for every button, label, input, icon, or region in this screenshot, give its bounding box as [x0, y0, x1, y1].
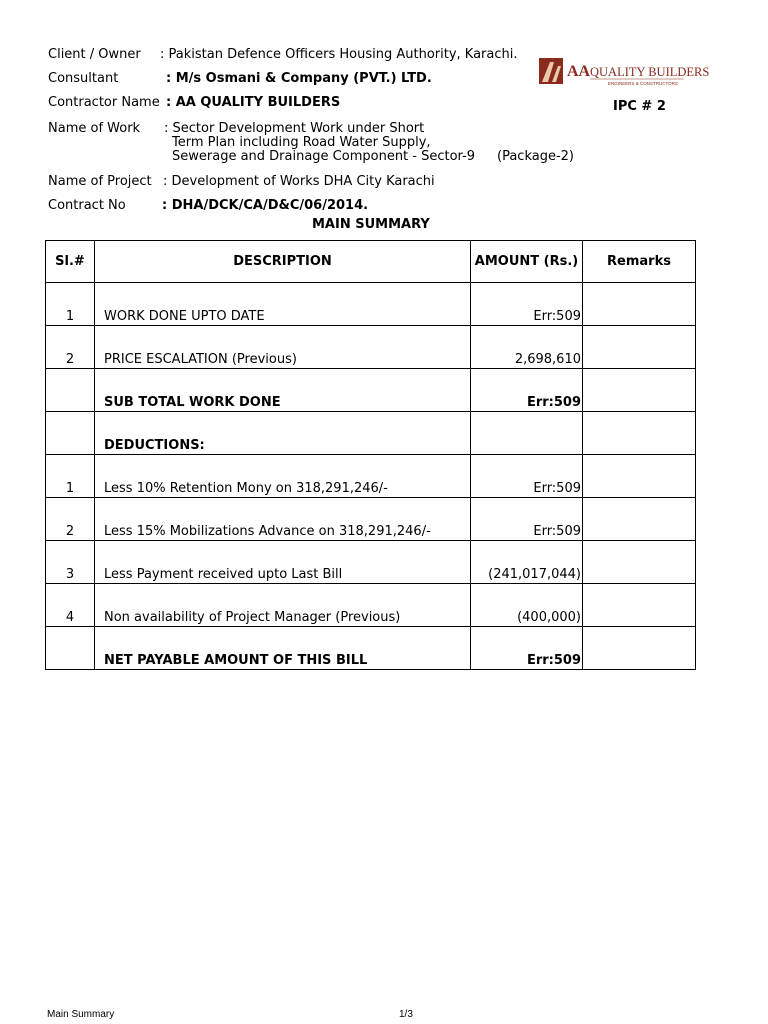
- cell-amount: Err:509: [471, 498, 583, 541]
- cell-remarks: [583, 283, 696, 326]
- logo-mark-text: AA: [567, 63, 591, 80]
- page-title: MAIN SUMMARY: [312, 217, 430, 232]
- company-logo: [538, 56, 710, 88]
- footer-sheet-name: Main Summary: [47, 1009, 115, 1020]
- work-package: (Package-2): [497, 149, 574, 164]
- cell-sl: [46, 369, 95, 412]
- table-row: [46, 541, 696, 584]
- cell-description: SUB TOTAL WORK DONE: [95, 369, 471, 412]
- cell-remarks: [583, 541, 696, 584]
- cell-remarks: [583, 498, 696, 541]
- work-label: Name of Work: [48, 121, 141, 136]
- header-remarks: Remarks: [583, 241, 696, 283]
- table-row: [46, 412, 696, 455]
- cell-sl: 3: [46, 541, 95, 584]
- table-row: [46, 326, 696, 369]
- client-label: Client / Owner: [48, 47, 141, 62]
- work-line-3: Sewerage and Drainage Component - Sector-9: [172, 149, 476, 164]
- cell-description: Less 15% Mobilizations Advance on 318,291,246/-: [95, 498, 471, 541]
- cell-amount: Err:509: [471, 627, 583, 670]
- consultant-value: : M/s Osmani & Company (PVT.) LTD.: [166, 71, 432, 86]
- table-row: [46, 283, 696, 326]
- cell-description: DEDUCTIONS:: [95, 412, 471, 455]
- cell-amount: [471, 412, 583, 455]
- header-description: DESCRIPTION: [95, 241, 471, 283]
- logo-tagline-text: ENGINEERS & CONSTRUCTORS: [608, 81, 678, 86]
- cell-amount: Err:509: [471, 283, 583, 326]
- footer-page-number: 1/3: [399, 1009, 413, 1020]
- cell-sl: 1: [46, 283, 95, 326]
- contract-label: Contract No: [48, 198, 126, 213]
- contractor-label: Contractor Name: [48, 95, 160, 110]
- table-row: [46, 455, 696, 498]
- project-label: Name of Project: [48, 174, 152, 189]
- logo-name-text: QUALITY BUILDERS: [590, 65, 710, 79]
- project-value: : Development of Works DHA City Karachi: [163, 174, 435, 189]
- contract-value: : DHA/DCK/CA/D&C/06/2014.: [162, 198, 369, 213]
- cell-description: WORK DONE UPTO DATE: [95, 283, 471, 326]
- cell-description: Less 10% Retention Mony on 318,291,246/-: [95, 455, 471, 498]
- contractor-value: : AA QUALITY BUILDERS: [166, 95, 341, 110]
- table-header-row: [46, 241, 696, 283]
- cell-remarks: [583, 412, 696, 455]
- table-row: [46, 498, 696, 541]
- header-amount: AMOUNT (Rs.): [471, 241, 583, 283]
- cell-remarks: [583, 627, 696, 670]
- client-value: : Pakistan Defence Officers Housing Authority, Karachi.: [160, 47, 518, 62]
- cell-amount: 2,698,610: [471, 326, 583, 369]
- cell-amount: (241,017,044): [471, 541, 583, 584]
- cell-remarks: [583, 326, 696, 369]
- cell-sl: 4: [46, 584, 95, 627]
- cell-description: NET PAYABLE AMOUNT OF THIS BILL: [95, 627, 471, 670]
- cell-amount: Err:509: [471, 455, 583, 498]
- cell-remarks: [583, 455, 696, 498]
- cell-sl: 2: [46, 326, 95, 369]
- main-summary-table: [45, 240, 696, 670]
- cell-description: PRICE ESCALATION (Previous): [95, 326, 471, 369]
- header-sl: Sl.#: [46, 241, 95, 283]
- cell-description: Less Payment received upto Last Bill: [95, 541, 471, 584]
- cell-sl: 1: [46, 455, 95, 498]
- cell-amount: Err:509: [471, 369, 583, 412]
- cell-remarks: [583, 584, 696, 627]
- logo-mark-icon: [538, 56, 710, 88]
- table-row: [46, 627, 696, 670]
- cell-remarks: [583, 369, 696, 412]
- consultant-label: Consultant: [48, 71, 119, 86]
- table-row: [46, 584, 696, 627]
- ipc-number: IPC # 2: [613, 99, 666, 114]
- cell-sl: 2: [46, 498, 95, 541]
- cell-description: Non availability of Project Manager (Previous): [95, 584, 471, 627]
- cell-sl: [46, 627, 95, 670]
- cell-sl: [46, 412, 95, 455]
- cell-amount: (400,000): [471, 584, 583, 627]
- work-line-1: : Sector Development Work under Short: [164, 121, 425, 136]
- table-row: [46, 369, 696, 412]
- work-line-2: Term Plan including Road Water Supply,: [172, 135, 431, 150]
